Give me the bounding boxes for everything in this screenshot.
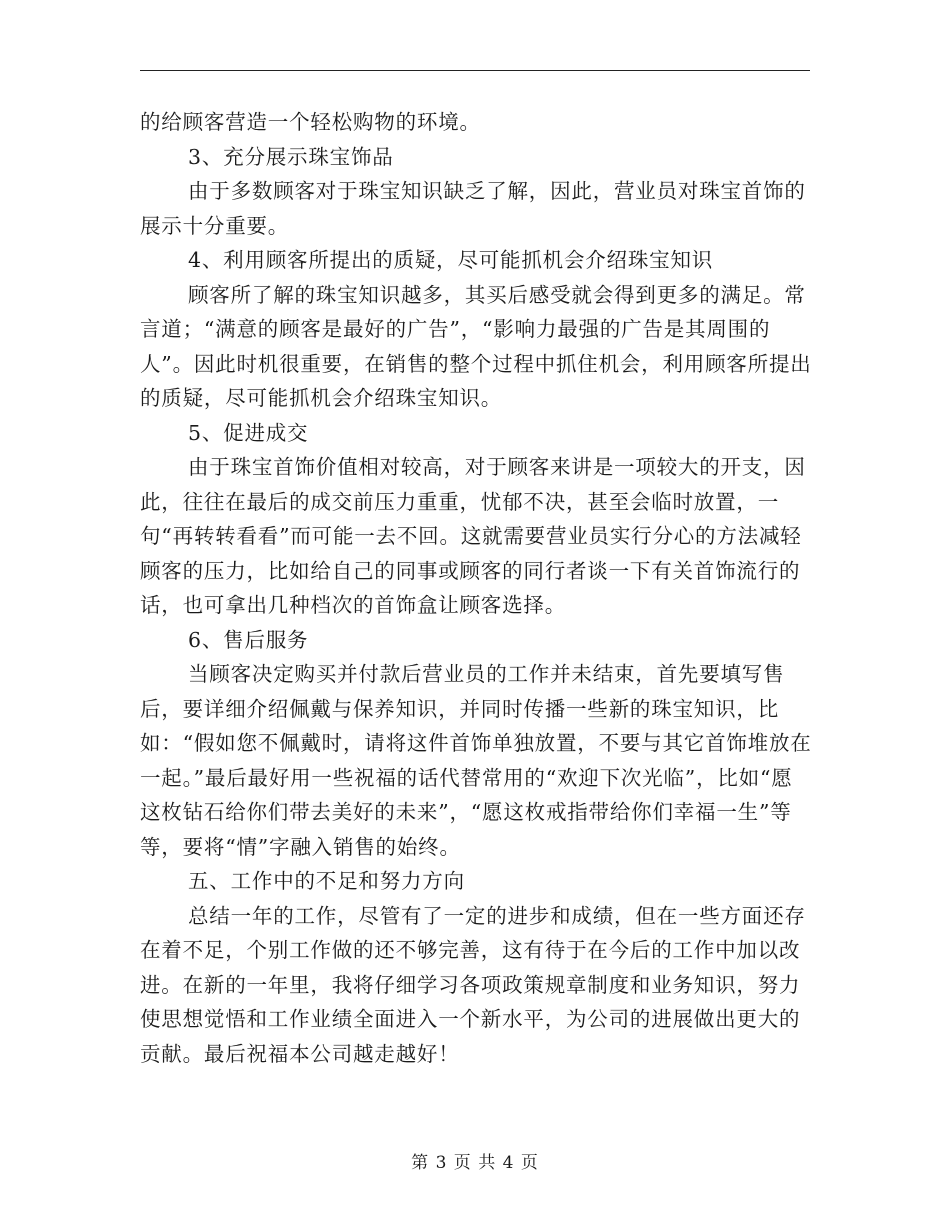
paragraph: 的给顾客营造一个轻松购物的环境。 (140, 110, 481, 134)
section-heading: 3、充分展示珠宝饰品 (188, 144, 394, 169)
paragraph: 总结一年的工作，尽管有了一定的进步和成绩，但在一些方面还存在着不足，个别工作做的还不够完善，这有待于在今后的工作中加以改进。在新的一年里，我将仔细学习各项政策规章制度和业务知识，努力使思想觉悟和工作业绩全面进入一个新水平，为公司的进展做出更大的贡献。最后祝福本公司越走越好！ (140, 903, 806, 1066)
header-rule (140, 70, 810, 71)
paragraph: 当顾客决定购买并付款后营业员的工作并未结束，首先要填写售后，要详细介绍佩戴与保养知识，并同时传播一些新的珠宝知识，比如：“假如您不佩戴时，请将这件首饰单独放置，不要与其它首饰堆放在一起。”最后最好用一些祝福的话代替常用的“欢迎下次光临”，比如“愿这枚钻石给你们带去美好的未来”，“愿这枚戒指带给你们幸福一生”等等，要将“情”字融入销售的始终。 (140, 662, 812, 859)
section-heading: 五、工作中的不足和努力方向 (188, 869, 465, 893)
paragraph: 由于多数顾客对于珠宝知识缺乏了解，因此，营业员对珠宝首饰的展示十分重要。 (140, 179, 806, 238)
paragraph: 由于珠宝首饰价值相对较高，对于顾客来讲是一项较大的开支，因此，往往在最后的成交前压力重重，忧郁不决，甚至会临时放置，一句“再转转看看”而可能一去不回。这就需要营业员实行分心的方法减轻顾客的压力，比如给自己的同事或顾客的同行者谈一下有关首饰流行的话，也可拿出几种档次的首饰盒让顾客选择。 (140, 455, 806, 617)
page-footer: 第 3 页 共 4 页 (411, 1153, 539, 1173)
paragraph: 顾客所了解的珠宝知识越多，其买后感受就会得到更多的满足。常言道；“满意的顾客是最好的广告”，“影响力最强的广告是其周围的人”。因此时机很重要，在销售的整个过程中抓住机会，利用顾客所提出的质疑，尽可能抓机会介绍珠宝知识。 (140, 282, 812, 410)
document-body (140, 105, 812, 1071)
section-heading: 6、售后服务 (188, 627, 309, 652)
section-heading: 5、促进成交 (188, 420, 309, 445)
section-heading: 4、利用顾客所提出的质疑，尽可能抓机会介绍珠宝知识 (188, 248, 714, 272)
